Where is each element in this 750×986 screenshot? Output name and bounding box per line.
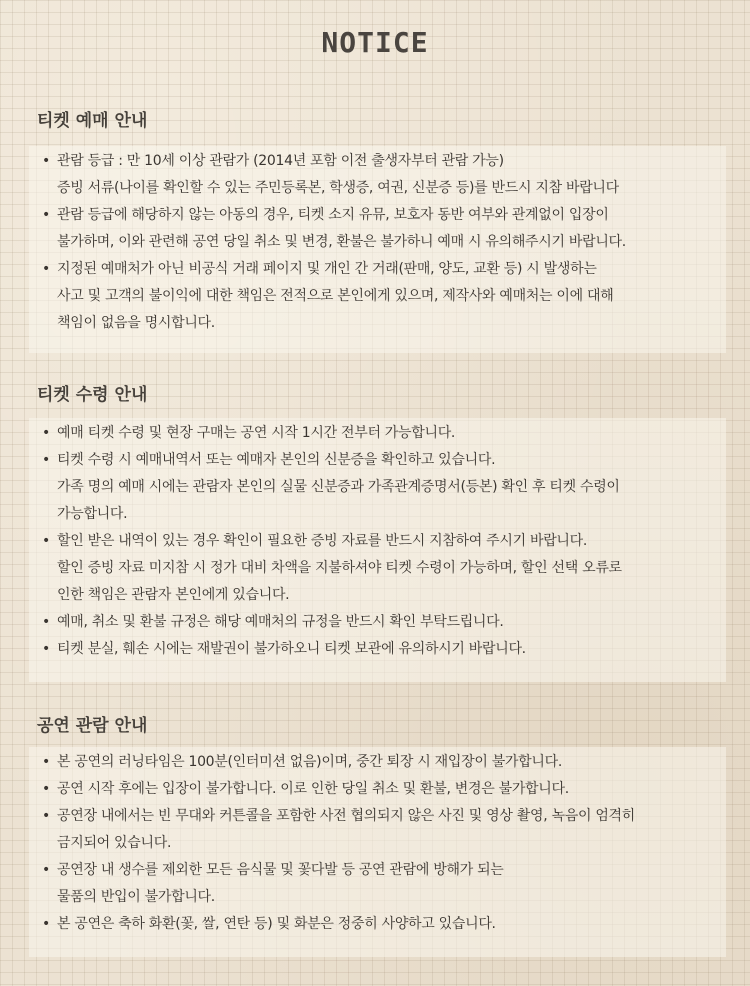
item-line: 가능합니다.: [57, 506, 128, 522]
bullet-icon: •: [42, 808, 50, 824]
bullet-icon: •: [42, 533, 50, 549]
item-line: 책임이 없음을 명시합니다.: [57, 315, 215, 331]
list-item: [29, 609, 726, 636]
item-line: 할인 증빙 자료 미지참 시 정가 대비 차액을 지불하셔야 티켓 수령이 가능하며, 할인 선택 오류로: [57, 560, 622, 576]
bullet-icon: •: [42, 153, 50, 169]
item-line: 물품의 반입이 불가합니다.: [57, 889, 215, 905]
bullet-icon: •: [42, 754, 50, 770]
list-item: [29, 528, 726, 609]
section-heading: 티켓 예매 안내: [37, 111, 148, 131]
bullet-icon: •: [42, 641, 50, 657]
list-item: [29, 148, 726, 202]
bullet-icon: •: [42, 916, 50, 932]
section-heading: 티켓 수령 안내: [37, 385, 148, 405]
notice-list: [29, 420, 726, 663]
bullet-icon: •: [42, 261, 50, 277]
item-line: 티켓 분실, 훼손 시에는 재발권이 불가하오니 티켓 보관에 유의하시기 바랍니다.: [57, 641, 526, 657]
notice-list: [29, 148, 726, 337]
list-item: [29, 447, 726, 528]
list-item: [29, 857, 726, 911]
bullet-icon: •: [42, 207, 50, 223]
bullet-icon: •: [42, 862, 50, 878]
list-item: [29, 911, 726, 938]
item-line: 사고 및 고객의 불이익에 대한 책임은 전적으로 본인에게 있으며, 제작사와 예매처는 이에 대해: [57, 288, 614, 304]
notice-box: [29, 418, 726, 682]
item-line: 공연 시작 후에는 입장이 불가합니다. 이로 인한 당일 취소 및 환불, 변경은 불가합니다.: [57, 781, 569, 797]
section-heading: 공연 관람 안내: [37, 716, 148, 736]
bullet-icon: •: [42, 781, 50, 797]
item-line: 본 공연은 축하 화환(꽃, 쌀, 연탄 등) 및 화분은 정중히 사양하고 있습니다.: [57, 916, 496, 932]
bullet-icon: •: [42, 614, 50, 630]
notice-box: [29, 146, 726, 353]
item-line: 공연장 내에서는 빈 무대와 커튼콜을 포함한 사전 협의되지 않은 사진 및 영상 촬영, 녹음이 엄격히: [57, 808, 635, 824]
page-title: NOTICE: [321, 26, 429, 59]
item-line: 금지되어 있습니다.: [57, 835, 172, 851]
item-line: 본 공연의 러닝타임은 100분(인터미션 없음)이며, 중간 퇴장 시 재입장이 불가합니다.: [57, 754, 562, 770]
item-line: 불가하며, 이와 관련해 공연 당일 취소 및 변경, 환불은 불가하니 예매 시 유의해주시기 바랍니다.: [57, 234, 626, 250]
item-line: 가족 명의 예매 시에는 관람자 본인의 실물 신분증과 가족관계증명서(등본) 확인 후 티켓 수령이: [57, 479, 620, 495]
notice-list: [29, 749, 726, 938]
list-item: [29, 803, 726, 857]
list-item: [29, 256, 726, 337]
item-line: 예매 티켓 수령 및 현장 구매는 공연 시작 1시간 전부터 가능합니다.: [57, 425, 456, 441]
list-item: [29, 202, 726, 256]
item-line: 인한 책임은 관람자 본인에게 있습니다.: [57, 587, 290, 603]
bullet-icon: •: [42, 452, 50, 468]
item-line: 티켓 수령 시 예매내역서 또는 예매자 본인의 신분증을 확인하고 있습니다.: [57, 452, 496, 468]
list-item: [29, 420, 726, 447]
item-line: 예매, 취소 및 환불 규정은 해당 예매처의 규정을 반드시 확인 부탁드립니다.: [57, 614, 504, 630]
item-line: 할인 받은 내역이 있는 경우 확인이 필요한 증빙 자료를 반드시 지참하여 주시기 바랍니다.: [57, 533, 588, 549]
list-item: [29, 776, 726, 803]
item-line: 증빙 서류(나이를 확인할 수 있는 주민등록본, 학생증, 여권, 신분증 등)를 반드시 지참 바랍니다: [57, 180, 619, 196]
notice-box: [29, 747, 726, 957]
list-item: [29, 636, 726, 663]
item-line: 관람 등급에 해당하지 않는 아동의 경우, 티켓 소지 유뮤, 보호자 동반 여부와 관계없이 입장이: [57, 207, 609, 223]
list-item: [29, 749, 726, 776]
item-line: 관람 등급 : 만 10세 이상 관람가 (2014년 포함 이전 출생자부터 관람 가능): [57, 153, 504, 169]
item-line: 지정된 예매처가 아닌 비공식 거래 페이지 및 개인 간 거래(판매, 양도, 교환 등) 시 발생하는: [57, 261, 597, 277]
item-line: 공연장 내 생수를 제외한 모든 음식물 및 꽃다발 등 공연 관람에 방해가 되는: [57, 862, 504, 878]
bullet-icon: •: [42, 425, 50, 441]
